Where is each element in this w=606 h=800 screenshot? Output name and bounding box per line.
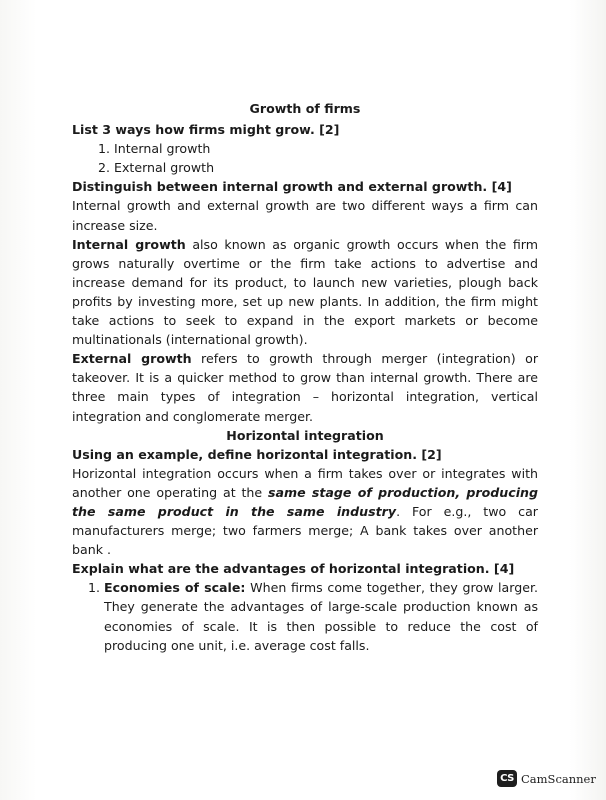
external-growth-term: External growth — [72, 351, 192, 367]
advantage-text: When firms come together, they grow larger. They generate the advantages of large-scale production known as economies of scale. It is then possible to reduce the cost of producing one unit, i.e. average cost falls. — [104, 580, 538, 653]
internal-growth-term: Internal growth — [72, 236, 186, 252]
question-advantages: Explain what are the advantages of horizontal integration. [4] — [72, 561, 515, 577]
list-item: 1. Internal growth — [114, 139, 538, 158]
external-growth-text: refers to growth through merger (integration) or takeover. It is a quicker method to grow than internal growth. There are three main types of integration – horizontal integration, vertical integration and conglomerate merger. — [72, 351, 538, 424]
camscanner-wordmark: CamScanner — [521, 771, 596, 786]
camscanner-watermark — [497, 770, 596, 787]
external-growth-paragraph — [72, 349, 538, 425]
distinguish-intro: Internal growth and external growth are two different ways a firm can increase size. — [72, 198, 538, 233]
document-title: Growth of firms — [249, 101, 361, 116]
document-body — [72, 99, 538, 655]
section-heading-horizontal: Horizontal integration — [226, 427, 384, 443]
question-distinguish: Distinguish between internal growth and external growth. [4] — [72, 179, 512, 195]
horizontal-definition — [72, 464, 538, 559]
definition-text-a: Horizontal integration occurs when a firm takes over or integrates with another one operating at the — [72, 465, 538, 500]
internal-growth-paragraph — [72, 235, 538, 350]
definition-emphasis: same stage of production, producing the same product in the same industry — [72, 484, 538, 519]
definition-text-b: . For e.g., two car manufacturers merge; two farmers merge; A bank takes over another bank . — [72, 503, 538, 558]
advantages-list — [72, 578, 538, 654]
list-item: 2. External growth — [114, 158, 538, 177]
question-list-ways: List 3 ways how firms might grow. [2] — [72, 122, 340, 138]
camscanner-logo-icon: CS — [497, 770, 517, 787]
question-define-horizontal: Using an example, define horizontal integration. [2] — [72, 446, 442, 462]
advantage-term: Economies of scale: — [104, 580, 246, 596]
list-item — [104, 578, 538, 654]
growth-ways-list — [72, 139, 538, 177]
internal-growth-text: also known as organic growth occurs when the firm grows naturally overtime or the firm take actions to advertise and increase demand for its product, to launch new varieties, plough back profits by investing more, set up new plants. In addition, the firm might take actions to seek to expand in the export markets or become multinationals (international growth). — [72, 236, 538, 348]
